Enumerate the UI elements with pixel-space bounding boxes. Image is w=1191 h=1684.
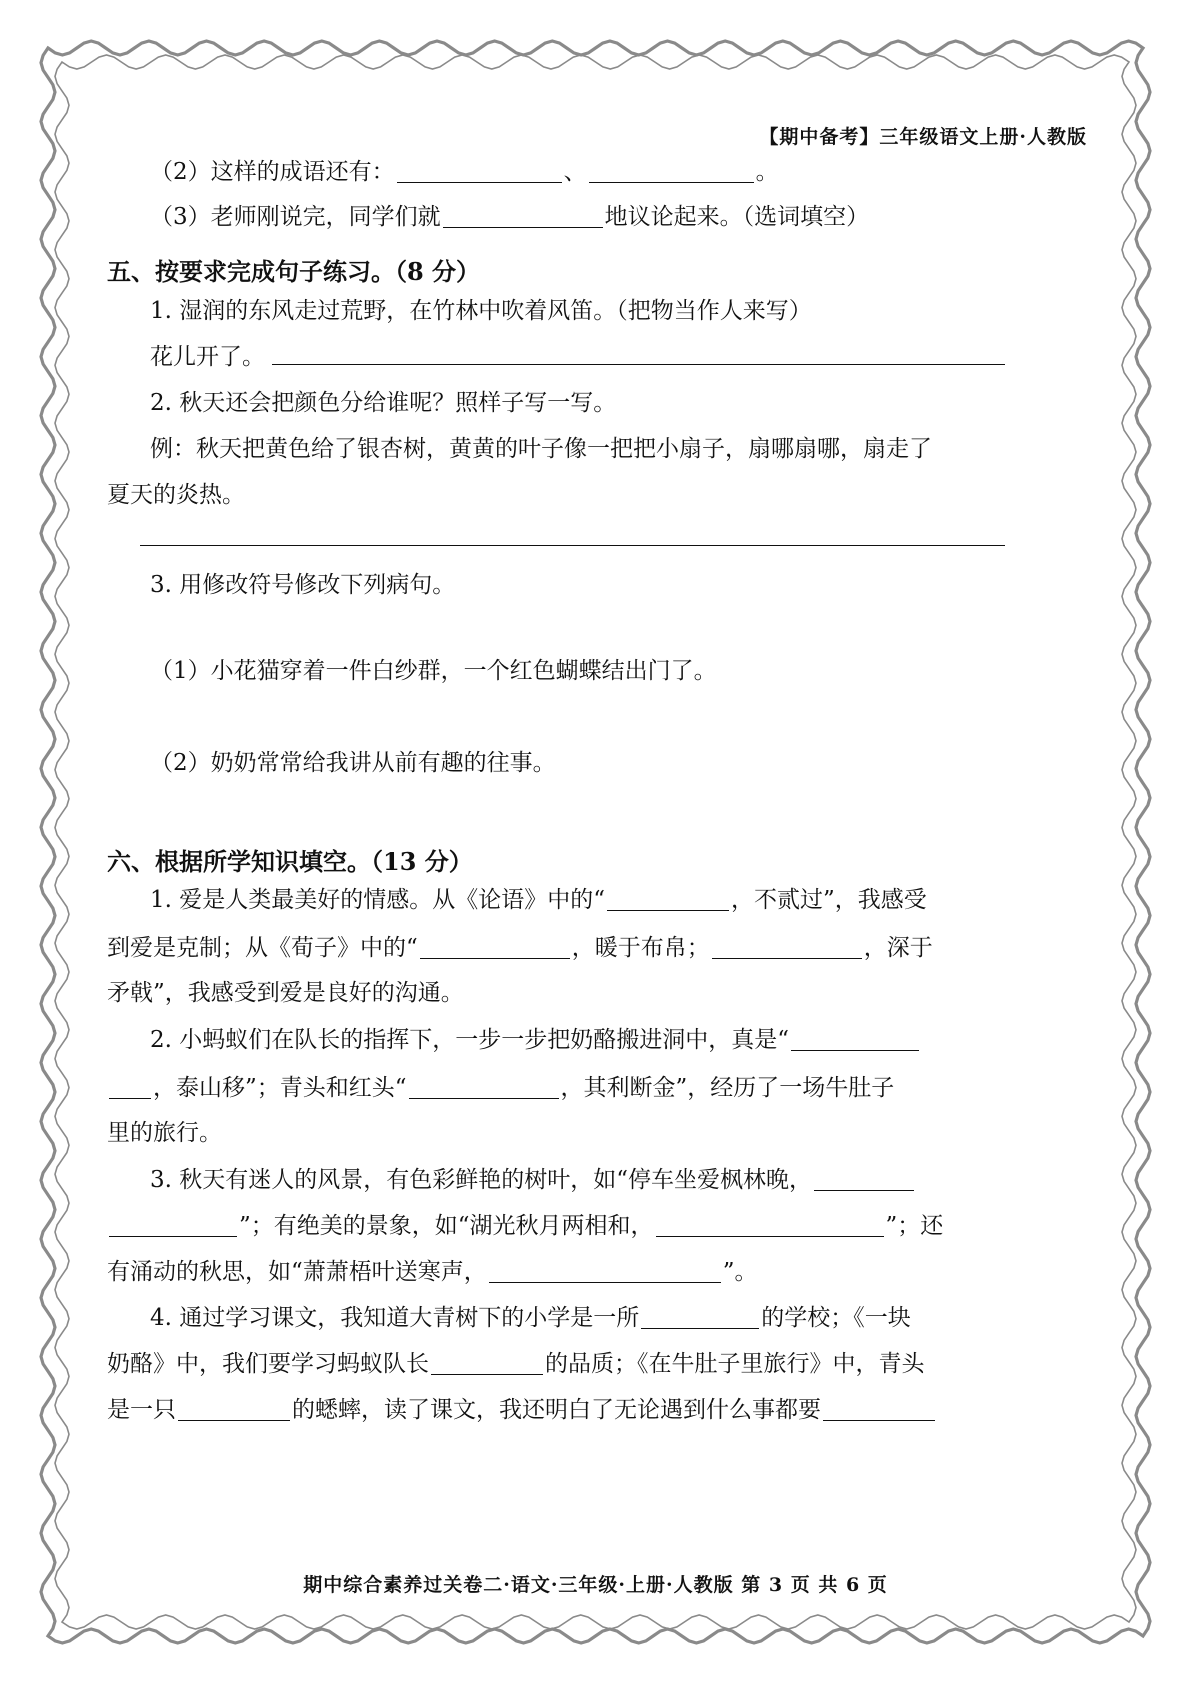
answer-line[interactable] [272, 364, 1005, 365]
answer-blank[interactable] [656, 1214, 884, 1237]
part6-q3-line2: ”；有绝美的景象，如“湖光秋月两相和， ”；还 [107, 1214, 943, 1238]
part6-q1-line1: 1. 爱是人类最美好的情感。从《论语》中的“ ，不贰过”，我感受 [150, 887, 927, 913]
answer-blank[interactable] [489, 1260, 721, 1283]
part4-question-3: （3）老师刚说完，同学们就 地议论起来。（选词填空） [150, 204, 870, 230]
answer-blank[interactable] [109, 1214, 237, 1237]
part6-q4-line2: 奶酪》中，我们要学习蚂蚁队长 的品质；《在牛肚子里旅行》中，青头 [107, 1351, 925, 1377]
answer-line[interactable] [140, 545, 1005, 546]
answer-blank[interactable] [589, 160, 754, 183]
answer-blank[interactable] [420, 936, 570, 959]
part5-q1-answer-prefix: 花儿开了。 [150, 344, 265, 370]
answer-blank[interactable] [397, 160, 562, 183]
answer-blank[interactable] [431, 1352, 543, 1375]
answer-blank[interactable] [823, 1398, 935, 1421]
part6-q3-line3: 有涌动的秋思，如“萧萧梧叶送寒声， ”。 [107, 1259, 758, 1285]
page-footer: 期中综合素养过关卷二·语文·三年级·上册·人教版 第 3 页 共 6 页 [303, 1574, 888, 1596]
answer-blank[interactable] [791, 1028, 919, 1051]
part5-question-3: 3. 用修改符号修改下列病句。 [150, 572, 456, 598]
answer-blank[interactable] [814, 1168, 914, 1191]
part4-question-2: （2）这样的成语还有： 、 。 [150, 159, 779, 185]
sick-sentence-1: （1）小花猫穿着一件白纱群，一个红色蝴蝶结出门了。 [150, 658, 717, 684]
part5-question-1: 1. 湿润的东风走过荒野，在竹林中吹着风笛。（把物当作人来写） [150, 298, 812, 324]
part6-q2-line2: ，泰山移”；青头和红头“ ，其利断金”，经历了一场牛肚子 [107, 1076, 894, 1100]
part6-q4-line3: 是一只 的蟋蟀，读了课文，我还明白了无论遇到什么事都要 [107, 1398, 937, 1422]
answer-blank[interactable] [109, 1076, 151, 1099]
part5-question-2: 2. 秋天还会把颜色分给谁呢？照样子写一写。 [150, 390, 617, 416]
part6-q2-line3: 里的旅行。 [107, 1120, 222, 1146]
part4-q2-text: （2）这样的成语还有： [150, 159, 395, 185]
answer-blank[interactable] [641, 1306, 759, 1329]
part5-q2-example: 例：秋天把黄色给了银杏树，黄黄的叶子像一把把小扇子，扇哪扇哪，扇走了 [150, 436, 932, 462]
part6-q2-line1: 2. 小蚂蚁们在队长的指挥下，一步一步把奶酪搬进洞中，真是“ [150, 1028, 921, 1052]
answer-blank[interactable] [712, 936, 862, 959]
answer-blank[interactable] [409, 1076, 559, 1099]
part6-q1-line2: 到爱是克制；从《荀子》中的“ ，暖于布帛； ，深于 [107, 935, 933, 961]
page-header: 【期中备考】三年级语文上册·人教版 [759, 126, 1087, 148]
answer-blank[interactable] [607, 888, 729, 911]
part6-q3-line1: 3. 秋天有迷人的风景，有色彩鲜艳的树叶，如“停车坐爱枫林晚， [150, 1168, 916, 1192]
answer-blank[interactable] [178, 1398, 290, 1421]
section-5-title: 五、按要求完成句子练习。（8 分） [107, 257, 481, 286]
part5-q2-example-cont: 夏天的炎热。 [107, 482, 245, 508]
section-6-title: 六、根据所学知识填空。（13 分） [107, 847, 473, 876]
sick-sentence-2: （2）奶奶常常给我讲从前有趣的往事。 [150, 750, 556, 776]
part6-q4-line1: 4. 通过学习课文，我知道大青树下的小学是一所 的学校；《一块 [150, 1305, 911, 1331]
answer-blank[interactable] [443, 205, 603, 228]
part6-q1-line3: 矛戟”，我感受到爱是良好的沟通。 [107, 980, 464, 1006]
